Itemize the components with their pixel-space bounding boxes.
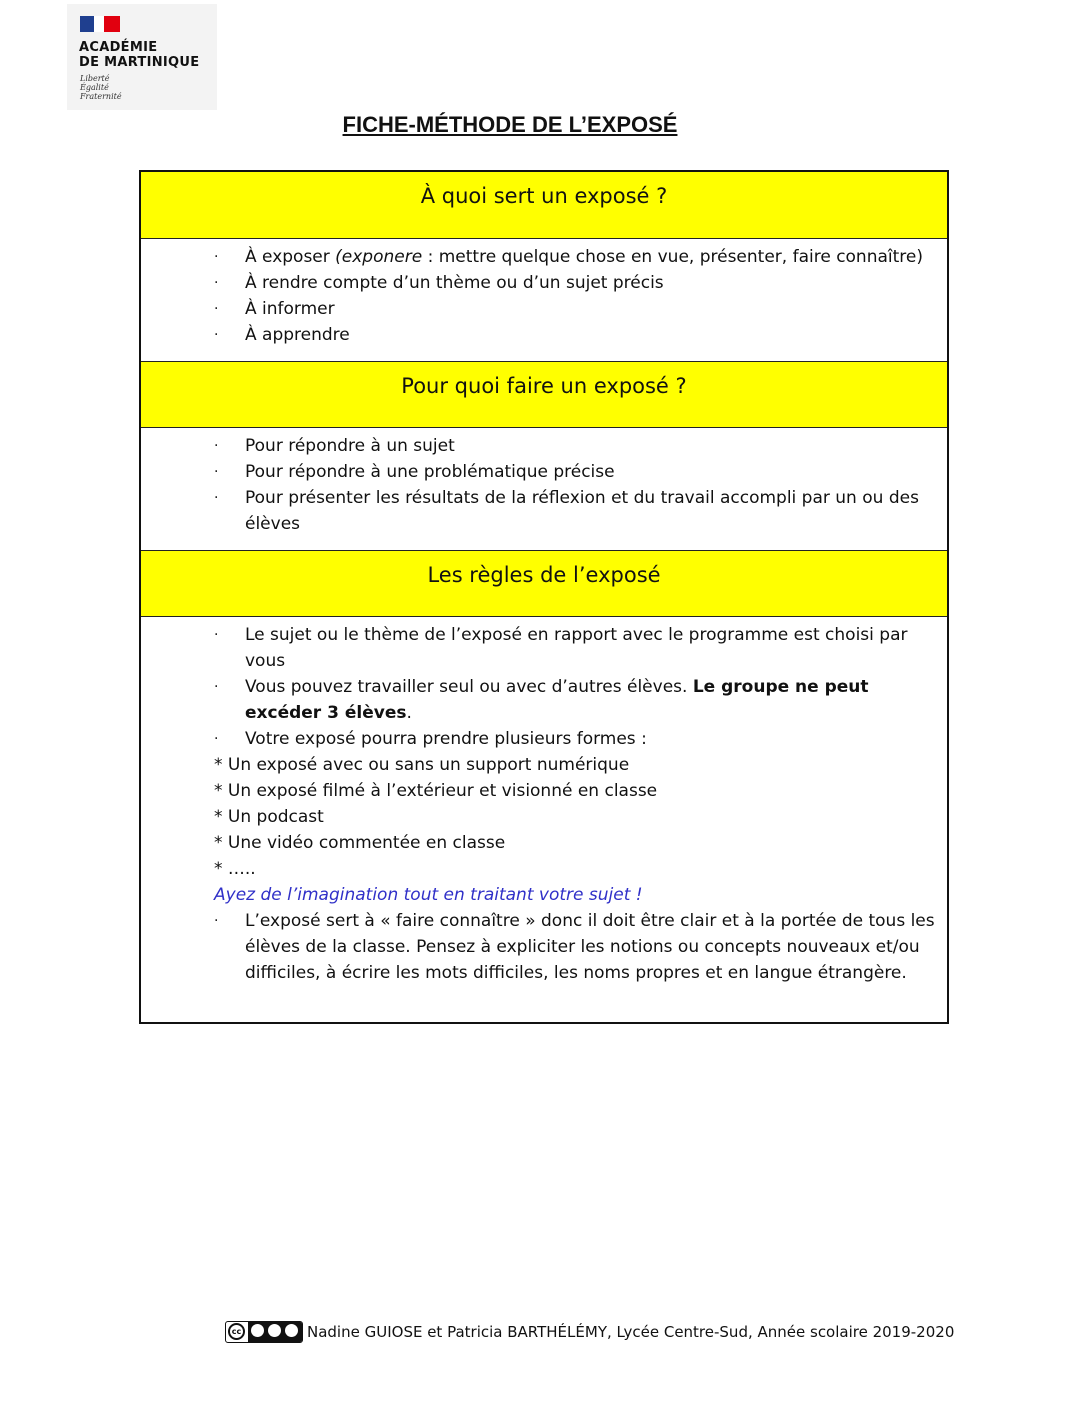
list-item: · Pour présenter les résultats de la réflexion et du travail accompli par un ou des élèves: [141, 485, 947, 537]
form-option: * Un podcast: [214, 807, 324, 827]
bullet-icon: ·: [214, 249, 219, 265]
section-body: [141, 622, 947, 986]
bullet-icon: ·: [214, 464, 219, 480]
section-body: [141, 433, 947, 537]
list-item: · L’exposé sert à « faire connaître » donc il doit être clair et à la portée de tous les élèves de la classe. Pensez à expliciter les notions ou concepts nouveaux et/ou difficiles, à écrire les mots difficiles, les noms propres et en langue étrangère.: [141, 908, 947, 986]
list-item: · Votre exposé pourra prendre plusieurs formes :: [141, 726, 947, 752]
bullet-icon: ·: [214, 679, 219, 695]
footer-credits: Nadine GUIOSE et Patricia BARTHÉLÉMY, Lycée Centre-Sud, Année scolaire 2019-2020: [307, 1323, 955, 1341]
academie-logo: [67, 4, 217, 110]
method-table: [139, 170, 949, 1024]
bullet-icon: ·: [214, 275, 219, 291]
bullet-icon: ·: [214, 913, 219, 929]
list-item: · Le sujet ou le thème de l’exposé en rapport avec le programme est choisi par vous: [141, 622, 947, 674]
section-heading: À quoi sert un exposé ?: [141, 172, 947, 239]
form-option: * Un exposé avec ou sans un support numérique: [214, 755, 630, 775]
form-option: * …..: [214, 859, 256, 879]
list-item: · Pour répondre à une problématique précise: [141, 459, 947, 485]
page-title: FICHE-MÉTHODE DE L’EXPOSÉ: [342, 112, 678, 137]
logo-line-1: ACADÉMIE: [79, 40, 158, 55]
form-option: * Un exposé filmé à l’extérieur et visionné en classe: [214, 781, 658, 801]
section-body: [141, 244, 947, 348]
list-item: · À rendre compte d’un thème ou d’un sujet précis: [141, 270, 947, 296]
section-heading: Pour quoi faire un exposé ?: [141, 361, 947, 428]
list-item: · À informer: [141, 296, 947, 322]
list-item: · À apprendre: [141, 322, 947, 348]
list-item: · Pour répondre à un sujet: [141, 433, 947, 459]
bullet-icon: ·: [214, 627, 219, 643]
bullet-icon: ·: [214, 438, 219, 454]
bullet-icon: ·: [214, 301, 219, 317]
highlight-note: Ayez de l’imagination tout en traitant votre sujet !: [214, 885, 643, 905]
cc-by-nc-sa-icon: cc: [225, 1321, 303, 1343]
bullet-icon: ·: [214, 327, 219, 343]
list-item: · Vous pouvez travailler seul ou avec d’autres élèves. Le groupe ne peut excéder 3 élèves.: [141, 674, 947, 726]
logo-motto: Liberté Égalité Fraternité: [80, 74, 122, 101]
section-heading: Les règles de l’exposé: [141, 550, 947, 617]
bullet-icon: ·: [214, 490, 219, 506]
list-item: · À exposer (exponere : mettre quelque chose en vue, présenter, faire connaître): [141, 244, 947, 270]
bullet-icon: ·: [214, 731, 219, 747]
footer: [225, 1320, 954, 1344]
marianne-flag-icon: [80, 16, 120, 32]
form-option: * Une vidéo commentée en classe: [214, 833, 506, 853]
logo-line-2: DE MARTINIQUE: [79, 55, 200, 70]
